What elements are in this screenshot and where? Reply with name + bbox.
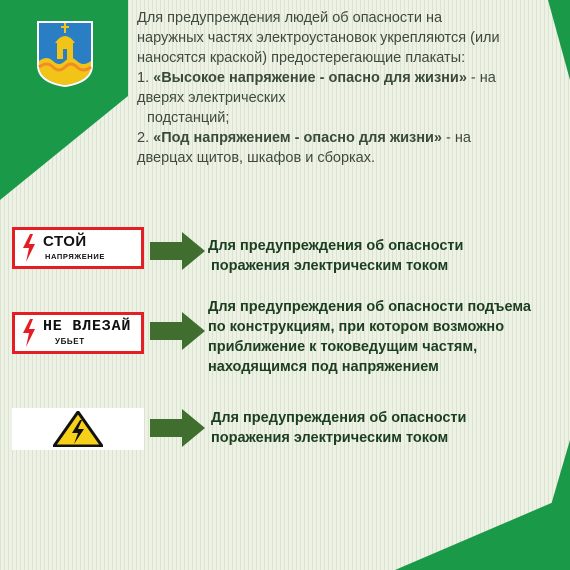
intro-line: наружных частях электроустановок укрепляются (или — [137, 30, 500, 46]
sign-title: СТОЙ — [43, 233, 87, 250]
sign-1-description — [208, 236, 568, 276]
description-line: Для предупреждения об опасности — [208, 238, 464, 254]
description-line: поражения электрическим током — [211, 258, 449, 274]
intro-item-1 — [137, 68, 557, 88]
intro-line: подстанций; — [147, 110, 230, 126]
sign-do-not-climb — [12, 312, 144, 354]
arrow-right-icon — [150, 232, 205, 270]
description-line: Для предупреждения об опасности подъема — [208, 299, 531, 315]
lightning-bolt-icon — [21, 319, 37, 347]
description-line: находящимся под напряжением — [208, 359, 439, 375]
item-title: «Под напряжением - опасно для жизни» — [153, 130, 442, 146]
item-number: 2. — [137, 130, 154, 146]
description-line: поражения электрическим током — [211, 430, 449, 446]
item-text: - на — [441, 130, 471, 146]
intro-text — [137, 8, 557, 168]
item-number: 1. — [137, 70, 154, 86]
sign-subtitle: УБЬЕТ — [55, 337, 85, 346]
item-title: «Высокое напряжение - опасно для жизни» — [153, 70, 467, 86]
description-line: Для предупреждения об опасности — [211, 410, 467, 426]
intro-line: дверцах щитов, шкафов и сборках. — [137, 150, 376, 166]
description-line: по конструкциям, при котором возможно — [208, 319, 505, 335]
sign-high-voltage-triangle — [12, 408, 144, 450]
high-voltage-triangle-icon — [53, 411, 103, 447]
corner-decoration-bottom-right — [395, 495, 570, 570]
description-line: приближение к токоведущим частям, — [208, 339, 478, 355]
intro-line: дверях электрических — [137, 90, 286, 106]
intro-line: наносятся краской) предостерегающие плакаты: — [137, 50, 466, 66]
sign-3-description — [211, 408, 570, 448]
arrow-right-icon — [150, 312, 205, 350]
arrow-right-icon — [150, 409, 205, 447]
sign-stop-voltage — [12, 227, 144, 269]
intro-item-2 — [137, 128, 557, 148]
sign-subtitle: НАПРЯЖЕНИЕ — [45, 252, 105, 261]
sign-title: НЕ ВЛЕЗАЙ — [43, 318, 132, 335]
lightning-bolt-icon — [21, 234, 37, 262]
sign-2-description — [208, 297, 568, 377]
item-text: - на — [466, 70, 496, 86]
coat-of-arms-icon — [35, 17, 95, 89]
intro-line: Для предупреждения людей об опасности на — [137, 10, 443, 26]
